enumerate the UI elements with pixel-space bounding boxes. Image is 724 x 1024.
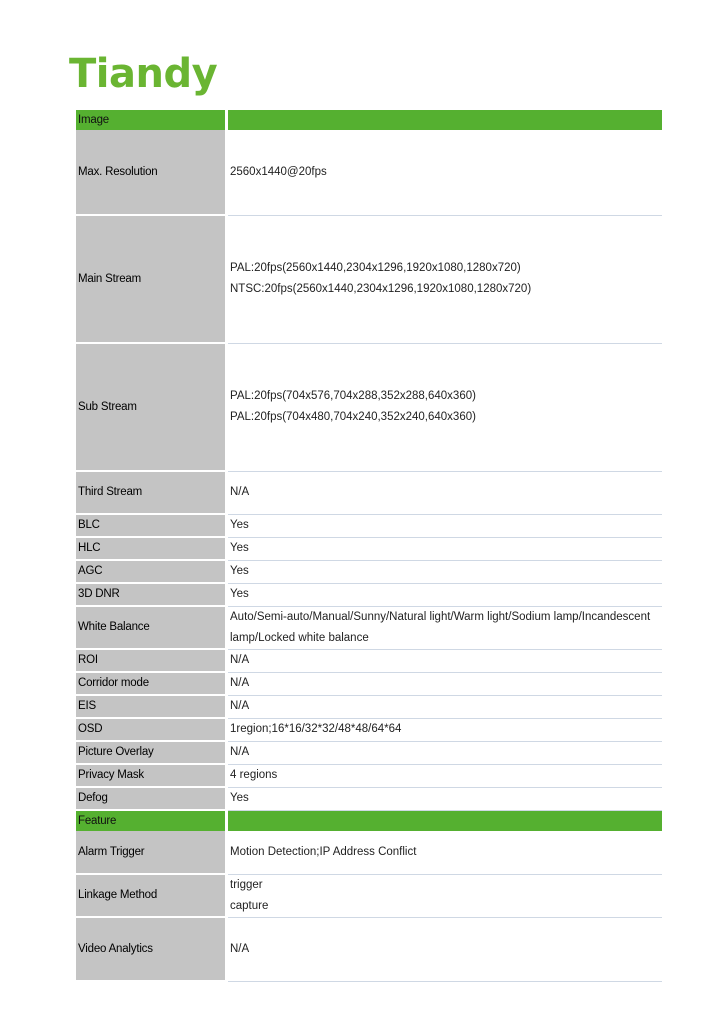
spec-value xyxy=(227,471,663,514)
spec-row-third-stream xyxy=(76,471,662,514)
spec-value xyxy=(227,537,663,560)
spec-value-line: Yes xyxy=(230,519,249,531)
spec-value-line: N/A xyxy=(230,746,250,758)
spec-row-sub-stream xyxy=(76,343,662,471)
spec-value-line: 2560x1440@20fps xyxy=(230,165,327,178)
spec-value-line: Yes xyxy=(230,792,249,804)
spec-value-line: PAL:20fps(704x480,704x240,352x240,640x360) xyxy=(230,411,476,423)
spec-value-line: Yes xyxy=(230,542,249,554)
spec-row-osd xyxy=(76,718,662,741)
spec-row-picture-overlay xyxy=(76,741,662,764)
spec-value xyxy=(227,606,663,649)
spec-value-line: N/A xyxy=(230,700,250,712)
spec-value xyxy=(227,695,663,718)
section-header-feature xyxy=(76,810,662,831)
spec-row-linkage-method xyxy=(76,874,662,917)
tiandy-logo: Tiandy xyxy=(69,51,218,97)
section-header-fill xyxy=(227,110,663,130)
spec-row-defog xyxy=(76,787,662,810)
spec-row-roi xyxy=(76,649,662,672)
spec-label: EIS xyxy=(76,695,227,718)
spec-label: OSD xyxy=(76,718,227,741)
spec-row-video-analytics xyxy=(76,917,662,981)
spec-value-line: Yes xyxy=(230,565,249,577)
spec-value xyxy=(227,560,663,583)
spec-row-main-stream xyxy=(76,215,662,343)
spec-value xyxy=(227,718,663,741)
spec-value-line: N/A xyxy=(230,486,250,498)
spec-row-agc xyxy=(76,560,662,583)
spec-row-privacy-mask xyxy=(76,764,662,787)
spec-row-alarm-trigger xyxy=(76,831,662,874)
spec-label: Sub Stream xyxy=(76,343,227,471)
spec-value-line: NTSC:20fps(2560x1440,2304x1296,1920x1080,1280x720) xyxy=(230,283,532,295)
spec-value-line: N/A xyxy=(230,942,250,955)
section-header-fill xyxy=(227,810,663,831)
spec-row-corridor-mode xyxy=(76,672,662,695)
spec-value xyxy=(227,831,663,874)
spec-value xyxy=(227,514,663,537)
spec-value xyxy=(227,130,663,215)
spec-value-line: N/A xyxy=(230,654,250,666)
spec-label: Defog xyxy=(76,787,227,810)
spec-value xyxy=(227,741,663,764)
spec-label: HLC xyxy=(76,537,227,560)
spec-label: BLC xyxy=(76,514,227,537)
spec-value xyxy=(227,764,663,787)
spec-value-line: trigger xyxy=(230,878,263,891)
spec-label: Third Stream xyxy=(76,471,227,514)
spec-label: Privacy Mask xyxy=(76,764,227,787)
spec-label: 3D DNR xyxy=(76,583,227,606)
spec-value-line: Yes xyxy=(230,588,249,600)
spec-value xyxy=(227,672,663,695)
spec-value-line: capture xyxy=(230,899,269,912)
spec-label: Linkage Method xyxy=(76,874,227,917)
spec-value xyxy=(227,787,663,810)
spec-table xyxy=(76,110,662,982)
spec-label: Corridor mode xyxy=(76,672,227,695)
spec-label: White Balance xyxy=(76,606,227,649)
spec-value xyxy=(227,874,663,917)
spec-label: Max. Resolution xyxy=(76,130,227,215)
spec-value-line: PAL:20fps(2560x1440,2304x1296,1920x1080,1280x720) xyxy=(230,262,521,274)
spec-row-max-resolution xyxy=(76,130,662,215)
spec-value-line: PAL:20fps(704x576,704x288,352x288,640x360) xyxy=(230,390,476,402)
spec-row-3d-dnr xyxy=(76,583,662,606)
section-title: Image xyxy=(76,110,227,130)
section-header-image xyxy=(76,110,662,130)
spec-label: Picture Overlay xyxy=(76,741,227,764)
spec-value xyxy=(227,215,663,343)
spec-row-blc xyxy=(76,514,662,537)
spec-value-line: 1region;16*16/32*32/48*48/64*64 xyxy=(230,723,402,735)
spec-value-line: N/A xyxy=(230,677,250,689)
spec-row-eis xyxy=(76,695,662,718)
spec-table-body xyxy=(76,110,662,981)
spec-value xyxy=(227,343,663,471)
spec-value-line: lamp/Locked white balance xyxy=(230,631,369,644)
spec-value xyxy=(227,649,663,672)
spec-label: ROI xyxy=(76,649,227,672)
spec-row-white-balance xyxy=(76,606,662,649)
spec-value-line: 4 regions xyxy=(230,769,278,781)
spec-label: Main Stream xyxy=(76,215,227,343)
spec-label: Alarm Trigger xyxy=(76,831,227,874)
spec-value xyxy=(227,583,663,606)
spec-label: Video Analytics xyxy=(76,917,227,981)
spec-value-line: Auto/Semi-auto/Manual/Sunny/Natural light/Warm light/Sodium lamp/Incandescent xyxy=(230,610,651,623)
spec-row-hlc xyxy=(76,537,662,560)
spec-label: AGC xyxy=(76,560,227,583)
section-title: Feature xyxy=(76,810,227,831)
spec-value-line: Motion Detection;IP Address Conflict xyxy=(230,845,417,858)
spec-value xyxy=(227,917,663,981)
